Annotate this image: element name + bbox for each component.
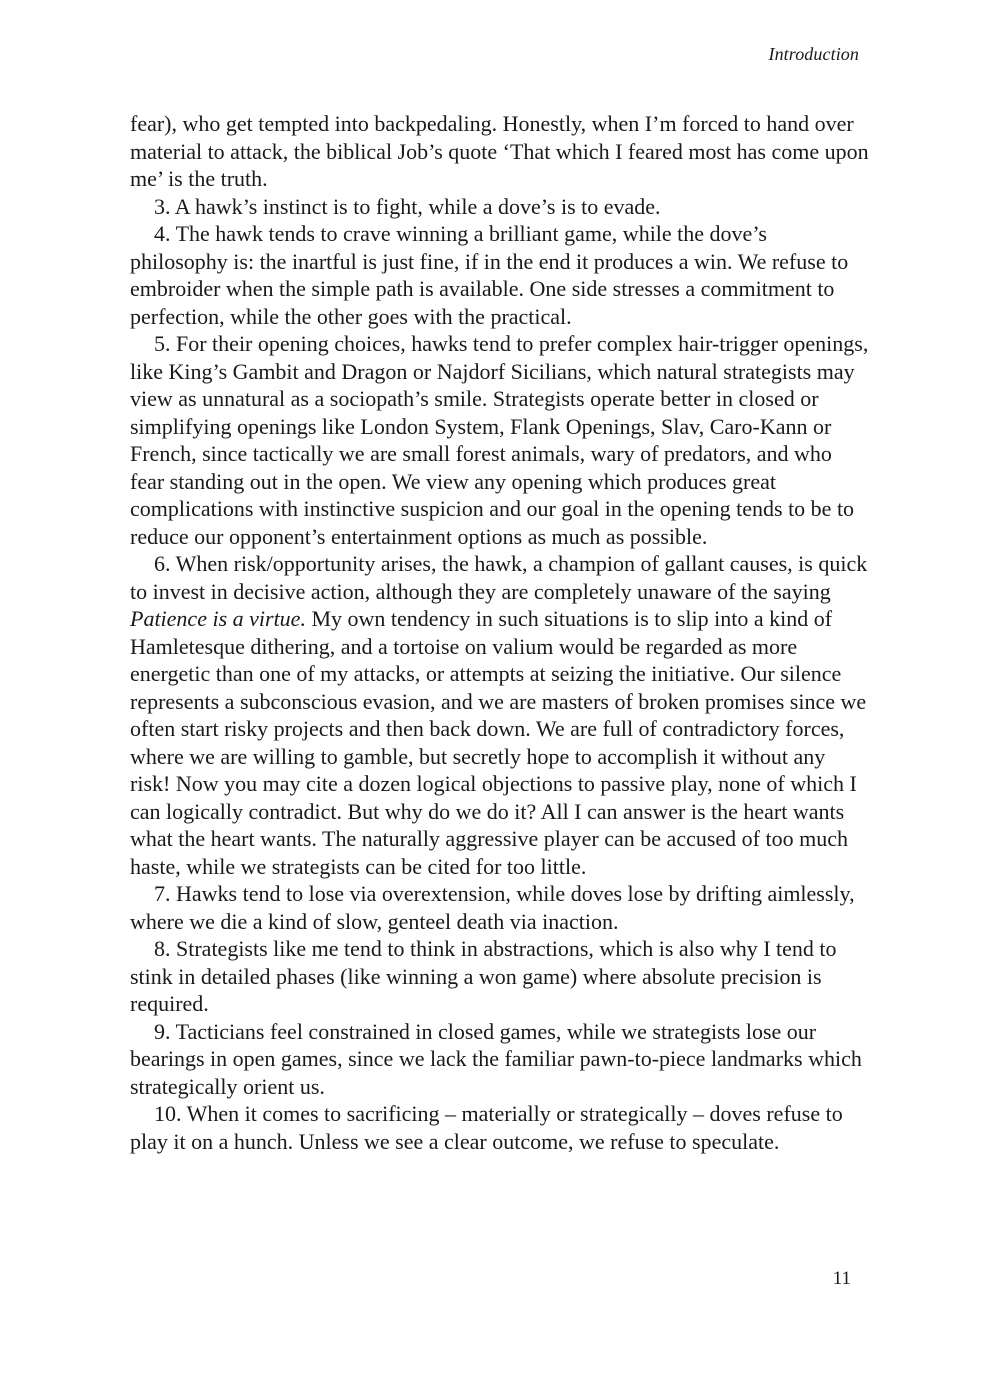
paragraph-point-7: 7. Hawks tend to lose via overextension, while doves lose by drifting aimlessly, where we die a kind of slow, genteel death via inaction. [130,881,855,934]
paragraph-point-5: 5. For their opening choices, hawks tend to prefer complex hair-trigger openings, like King’s Gambit and Dragon or Najdorf Sicilians, which natural strategists may view as unnatural as a sociopath’s smile. Strategists operate better in closed or simplifying openings like London System, Flank Openings, Slav, Caro-Kann or French, since tactically we are small forest animals, wary of predators, and who fear standing out in the open. We view any opening which produces great complications with instinctive suspicion and our goal in the opening tends to be to reduce our opponent’s entertainment options as much as possible. [130,331,869,549]
page-number: 11 [832,1268,851,1289]
paragraph-point-4: 4. The hawk tends to crave winning a brilliant game, while the dove’s philosophy is: the inartful is just fine, if in the end it produces a win. We refuse to embroider when the simple path is available. One side stresses a commitment to perfection, while the other goes with the practical. [130,221,849,329]
paragraph-point-6-text-before: 6. When risk/opportunity arises, the hawk, a champion of gallant causes, is quick to invest in decisive action, although they are completely unaware of the saying [130,551,868,604]
paragraph-point-8: 8. Strategists like me tend to think in abstractions, which is also why I tend to stink in detailed phases (like winning a won game) where absolute precision is required. [130,936,837,1016]
paragraph-point-6-italic-phrase: Patience is a virtue. [130,606,306,631]
body-text [130,110,870,1155]
running-header: Introduction [768,44,859,64]
paragraph-point-9: 9. Tacticians feel constrained in closed games, while we strategists lose our bearings in open games, since we lack the familiar pawn-to-piece landmarks which strategically orient us. [130,1018,862,1099]
paragraph-continuation: fear), who get tempted into backpedaling. Honestly, when I’m forced to hand over material to attack, the biblical Job’s quote ‘That which I feared most has come upon me’ is the truth. [130,111,869,191]
paragraph-point-10: 10. When it comes to sacrificing – materially or strategically – doves refuse to play it on a hunch. Unless we see a clear outcome, we refuse to speculate. [130,1101,843,1154]
paragraph-point-6 [130,550,870,880]
paragraph-point-3: 3. A hawk’s instinct is to fight, while a dove’s is to evade. [154,193,661,219]
paragraph-point-6-text-after: My own tendency in such situations is to slip into a kind of Hamletesque dithering, and a tortoise on valium would be regarded as more energetic than one of my attacks, or attempts at seizing the initiative. Our silence represents a subconscious evasion, and we are masters of broken promises since we often start risky projects and then back down. We are full of contradictory forces, where we are willing to gamble, but secretly hope to accomplish it without any risk! Now you may cite a dozen logical objections to passive play, none of which I can logically contradict. But why do we do it? All I can answer is the heart wants what the heart wants. The naturally aggressive player can be accused of too much haste, while we strategists can be cited for too little. [130,606,867,879]
